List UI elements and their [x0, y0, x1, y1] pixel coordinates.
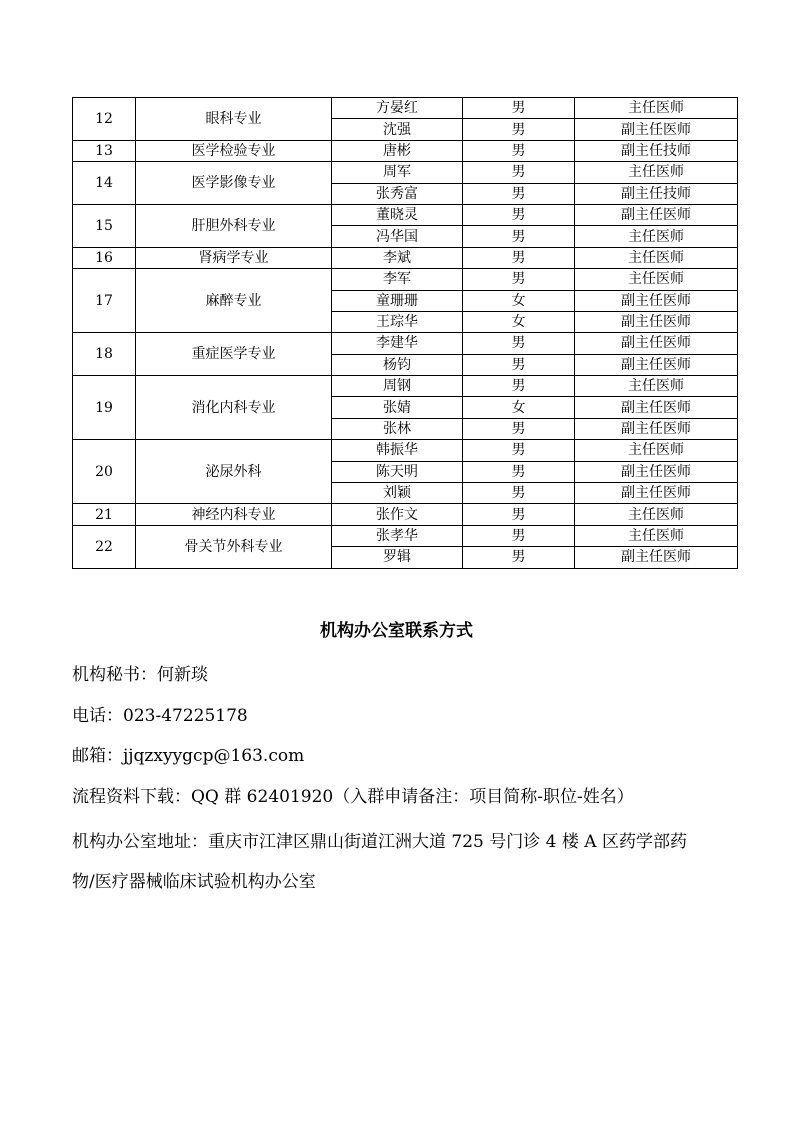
- cell-name: 周钢: [332, 376, 463, 397]
- cell-name: 童珊珊: [332, 290, 463, 311]
- cell-title: 副主任医师: [575, 397, 738, 418]
- cell-title: 副主任医师: [575, 204, 738, 225]
- cell-specialty: 肾病学专业: [136, 247, 332, 268]
- cell-gender: 女: [463, 290, 575, 311]
- table-row: [73, 247, 738, 268]
- cell-name: 张林: [332, 418, 463, 439]
- cell-number: 15: [73, 204, 136, 247]
- cell-title: 副主任医师: [575, 547, 738, 568]
- cell-gender: 男: [463, 461, 575, 482]
- cell-number: 21: [73, 504, 136, 525]
- cell-name: 陈天明: [332, 461, 463, 482]
- cell-number: 18: [73, 333, 136, 376]
- cell-name: 沈强: [332, 119, 463, 140]
- table-row: [73, 440, 738, 461]
- table-row: [73, 162, 738, 183]
- cell-title: 主任医师: [575, 440, 738, 461]
- table-row: [73, 269, 738, 290]
- cell-name: 唐彬: [332, 140, 463, 161]
- investigator-table: [72, 97, 738, 569]
- table-row: [73, 204, 738, 225]
- cell-name: 董晓灵: [332, 204, 463, 225]
- cell-gender: 男: [463, 376, 575, 397]
- cell-gender: 男: [463, 440, 575, 461]
- cell-title: 副主任技师: [575, 183, 738, 204]
- cell-specialty: 医学检验专业: [136, 140, 332, 161]
- cell-gender: 男: [463, 504, 575, 525]
- table-row: [73, 376, 738, 397]
- cell-title: 副主任医师: [575, 311, 738, 332]
- cell-specialty: 泌尿外科: [136, 440, 332, 504]
- cell-title: 副主任医师: [575, 290, 738, 311]
- contact-email: 邮箱：jjqzxyygcp@163.com: [72, 746, 305, 766]
- cell-number: 19: [73, 376, 136, 440]
- contact-address-line-1: 机构办公室地址：重庆市江津区鼎山街道江洲大道 725 号门诊 4 楼 A 区药学部药: [72, 832, 687, 852]
- cell-number: 17: [73, 269, 136, 333]
- cell-gender: 女: [463, 311, 575, 332]
- cell-name: 杨钧: [332, 354, 463, 375]
- cell-name: 李斌: [332, 247, 463, 268]
- cell-specialty: 医学影像专业: [136, 162, 332, 205]
- cell-name: 张秀富: [332, 183, 463, 204]
- cell-name: 方晏红: [332, 98, 463, 119]
- table-row: [73, 333, 738, 354]
- cell-number: 20: [73, 440, 136, 504]
- cell-gender: 男: [463, 204, 575, 225]
- cell-gender: 男: [463, 418, 575, 439]
- cell-number: 12: [73, 98, 136, 141]
- cell-gender: 男: [463, 525, 575, 546]
- cell-name: 张婧: [332, 397, 463, 418]
- cell-specialty: 消化内科专业: [136, 376, 332, 440]
- cell-number: 14: [73, 162, 136, 205]
- contact-phone: 电话：023-47225178: [72, 706, 248, 726]
- cell-title: 副主任医师: [575, 461, 738, 482]
- cell-specialty: 肝胆外科专业: [136, 204, 332, 247]
- cell-title: 副主任医师: [575, 483, 738, 504]
- cell-title: 副主任医师: [575, 333, 738, 354]
- cell-specialty: 麻醉专业: [136, 269, 332, 333]
- cell-name: 冯华国: [332, 226, 463, 247]
- cell-title: 主任医师: [575, 98, 738, 119]
- cell-gender: 男: [463, 483, 575, 504]
- cell-name: 韩振华: [332, 440, 463, 461]
- contact-address-line-2: 物/医疗器械临床试验机构办公室: [72, 872, 316, 892]
- contact-section-title: 机构办公室联系方式: [320, 621, 473, 641]
- cell-specialty: 眼科专业: [136, 98, 332, 141]
- contact-download: 流程资料下载：QQ 群 62401920（入群申请备注：项目简称-职位-姓名）: [72, 787, 634, 807]
- cell-gender: 男: [463, 247, 575, 268]
- cell-name: 张作文: [332, 504, 463, 525]
- cell-title: 主任医师: [575, 525, 738, 546]
- cell-gender: 男: [463, 119, 575, 140]
- cell-name: 张孝华: [332, 525, 463, 546]
- contact-secretary: 机构秘书：何新琰: [72, 665, 208, 685]
- cell-gender: 男: [463, 162, 575, 183]
- cell-gender: 男: [463, 333, 575, 354]
- cell-specialty: 神经内科专业: [136, 504, 332, 525]
- table-row: [73, 140, 738, 161]
- cell-number: 16: [73, 247, 136, 268]
- cell-name: 李建华: [332, 333, 463, 354]
- cell-title: 副主任医师: [575, 354, 738, 375]
- cell-name: 王琮华: [332, 311, 463, 332]
- cell-specialty: 重症医学专业: [136, 333, 332, 376]
- table-row: [73, 525, 738, 546]
- cell-title: 主任医师: [575, 269, 738, 290]
- cell-title: 主任医师: [575, 226, 738, 247]
- cell-name: 刘颖: [332, 483, 463, 504]
- cell-title: 主任医师: [575, 247, 738, 268]
- cell-title: 副主任技师: [575, 140, 738, 161]
- cell-specialty: 骨关节外科专业: [136, 525, 332, 568]
- cell-gender: 男: [463, 226, 575, 247]
- cell-title: 主任医师: [575, 504, 738, 525]
- cell-gender: 男: [463, 98, 575, 119]
- cell-title: 副主任医师: [575, 119, 738, 140]
- cell-gender: 男: [463, 183, 575, 204]
- cell-gender: 男: [463, 354, 575, 375]
- cell-number: 13: [73, 140, 136, 161]
- cell-gender: 男: [463, 547, 575, 568]
- cell-gender: 男: [463, 269, 575, 290]
- table-row: [73, 98, 738, 119]
- cell-title: 副主任医师: [575, 418, 738, 439]
- cell-gender: 男: [463, 140, 575, 161]
- cell-name: 罗辑: [332, 547, 463, 568]
- cell-gender: 女: [463, 397, 575, 418]
- cell-name: 周军: [332, 162, 463, 183]
- table-row: [73, 504, 738, 525]
- cell-title: 主任医师: [575, 162, 738, 183]
- cell-number: 22: [73, 525, 136, 568]
- cell-title: 主任医师: [575, 376, 738, 397]
- cell-name: 李军: [332, 269, 463, 290]
